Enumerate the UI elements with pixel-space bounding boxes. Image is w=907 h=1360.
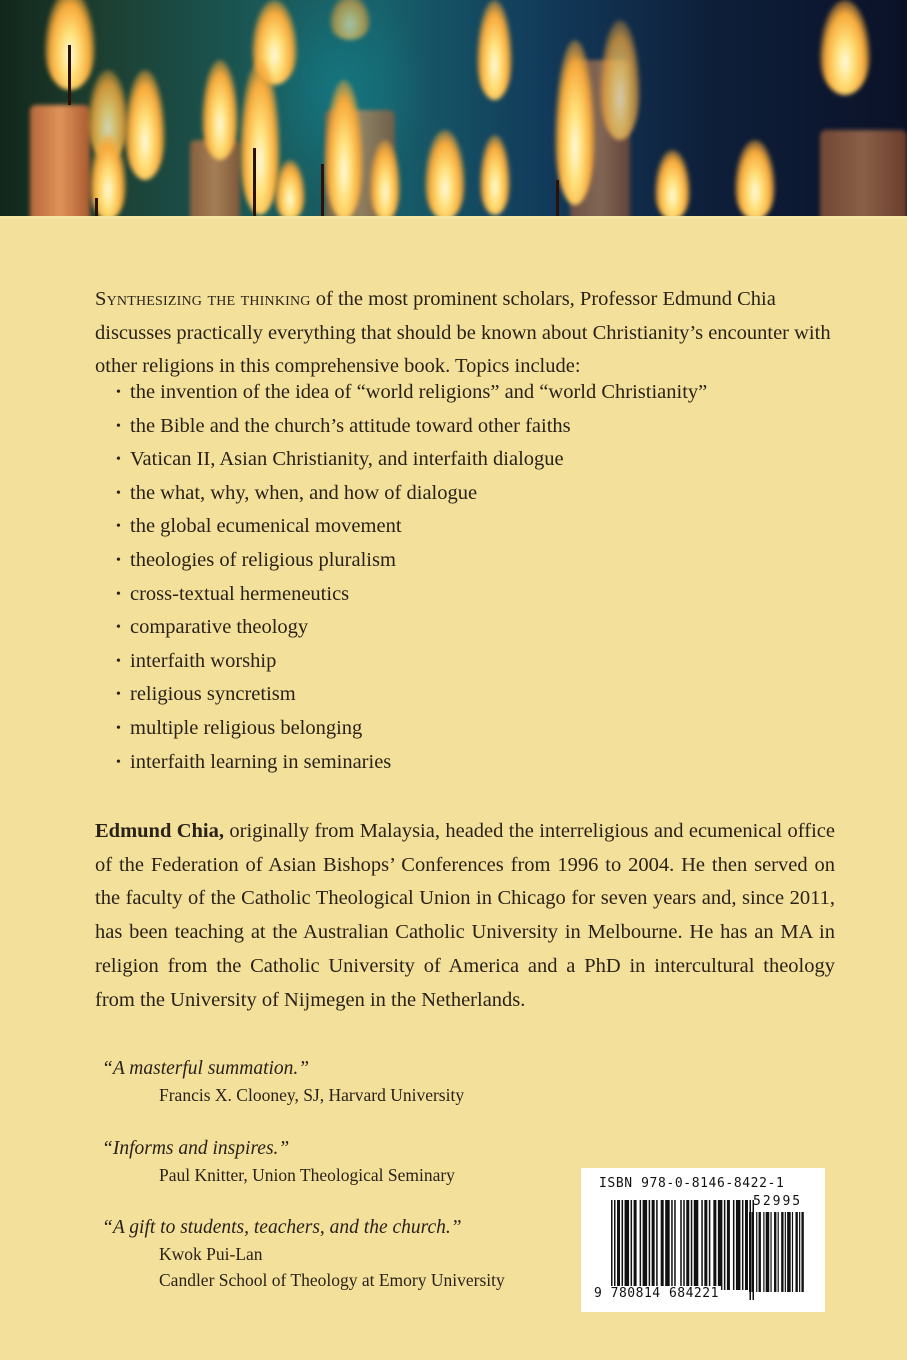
photo-divider <box>0 216 907 219</box>
intro-paragraph <box>95 283 835 384</box>
bullet-icon: • <box>116 385 121 400</box>
price-barcode-icon <box>749 1212 805 1292</box>
flame-shape <box>330 0 370 40</box>
price-code: 52995 <box>753 1194 803 1209</box>
endorsement-source: Paul Knitter, Union Theological Seminary <box>159 1165 455 1185</box>
intro-lead: Synthesizing the thinking <box>95 288 311 310</box>
bullet-icon: • <box>116 653 121 669</box>
bullet-icon: • <box>116 418 121 434</box>
wick <box>321 164 324 218</box>
bullet-icon: • <box>116 754 121 770</box>
topic-item: • the global ecumenical movement <box>116 510 836 544</box>
flame-shape <box>370 140 400 218</box>
endorsement-source: Francis X. Clooney, SJ, Harvard University <box>159 1085 465 1105</box>
candle-shape <box>820 130 907 218</box>
flame-shape <box>480 135 510 215</box>
flame-shape <box>735 140 775 218</box>
bullet-icon: • <box>116 519 121 535</box>
endorsement-source-affiliation: Candler School of Theology at Emory University <box>159 1270 505 1290</box>
topic-item: • interfaith worship <box>116 645 836 679</box>
topic-item: • theologies of religious pluralism <box>116 544 836 578</box>
flame-shape <box>425 130 465 218</box>
flame-shape <box>655 150 690 218</box>
bio-text: originally from Malaysia, headed the interreligious and ecumenical office of the Federation of Asian Bishops’ Conferences from 1996 to 2004. He then served on the faculty of the Catholic Theological Union in Chicago for seven years and, since 2011, has been teaching at the Australian Catholic University in Melbourne. He has an MA in religion from the Catholic University of America and a PhD in intercultural theology from the University of Nijmegen in the Netherlands. <box>95 820 835 1011</box>
flame-shape <box>477 0 512 100</box>
flame-shape <box>820 0 870 95</box>
flame-shape <box>325 80 363 218</box>
endorsement-quote: “A masterful summation.” <box>102 1058 310 1079</box>
endorsement <box>102 1136 582 1188</box>
topics-list <box>116 376 836 779</box>
isbn-barcode <box>581 1168 825 1312</box>
flame-shape <box>275 160 305 218</box>
topic-item: • comparative theology <box>116 611 836 645</box>
isbn-label: ISBN 978-0-8146-8422-1 <box>599 1176 785 1191</box>
endorsement <box>102 1056 582 1108</box>
topic-item: • the what, why, when, and how of dialogue <box>116 477 836 511</box>
topic-item: • multiple religious belonging <box>116 712 836 746</box>
endorsement-source: Kwok Pui-Lan <box>159 1244 263 1264</box>
endorsement-quote: “Informs and inspires.” <box>102 1138 290 1159</box>
topic-item: • interfaith learning in seminaries <box>116 746 836 780</box>
flame-shape <box>125 70 165 180</box>
endorsement-quote: “A gift to students, teachers, and the church.” <box>102 1217 462 1238</box>
author-name: Edmund Chia, <box>95 820 225 842</box>
wick <box>556 180 559 218</box>
wick <box>253 148 256 218</box>
flame-shape <box>600 20 640 140</box>
cover-photo-candles <box>0 0 907 218</box>
topic-item: • the invention of the idea of “world religions” and “world Christianity” <box>116 376 836 410</box>
intro-text: of the most prominent scholars, Professor Edmund Chia discusses practically everything that should be known about Christianity’s encounter with other religions in this comprehensive book. Topics include: <box>95 288 831 377</box>
bullet-icon: • <box>116 720 121 736</box>
topic-item: • Vatican II, Asian Christianity, and interfaith dialogue <box>116 443 836 477</box>
bullet-icon: • <box>116 586 121 602</box>
topic-item: • cross-textual hermeneutics <box>116 578 836 612</box>
topic-item: • religious syncretism <box>116 678 836 712</box>
endorsement <box>102 1215 582 1293</box>
bullet-icon: • <box>116 452 121 468</box>
bullet-icon: • <box>116 485 121 501</box>
wick <box>95 198 98 218</box>
author-bio <box>95 815 835 1017</box>
barcode-icon <box>611 1200 754 1300</box>
ean-digits: 9 780814 684221 <box>594 1286 719 1301</box>
flame-shape <box>202 60 238 160</box>
candle-shape <box>30 105 90 218</box>
bullet-icon: • <box>116 687 121 703</box>
bullet-icon: • <box>116 552 121 568</box>
bullet-icon: • <box>116 620 121 636</box>
topic-item: • the Bible and the church’s attitude toward other faiths <box>116 410 836 444</box>
wick <box>68 45 71 105</box>
